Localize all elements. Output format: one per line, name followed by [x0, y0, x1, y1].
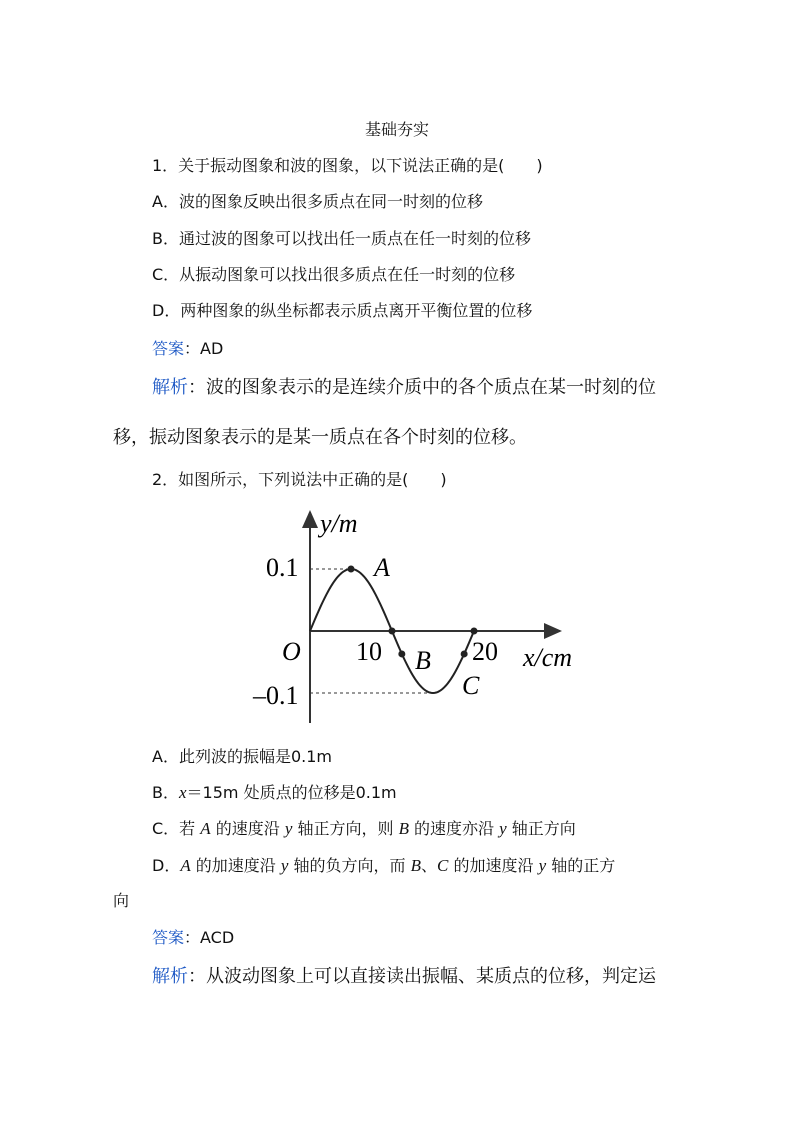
var: y — [538, 856, 547, 875]
var: A — [180, 856, 191, 875]
section-title: 基础夯实 — [364, 120, 429, 139]
wave-figure — [250, 505, 590, 735]
point-b — [398, 650, 405, 657]
q1-option-b: B．通过波的图象可以找出任一质点在任一时刻的位移 — [152, 229, 531, 248]
y-axis-label — [317, 509, 358, 538]
text: 的速度沿 — [210, 819, 285, 838]
var: A — [200, 819, 211, 838]
point-c — [461, 650, 468, 657]
q1-stem: 1．关于振动图象和波的图象，以下说法正确的是( ) — [152, 156, 543, 175]
analysis-label: 解析 — [152, 966, 188, 987]
analysis-text: ：从波动图象上可以直接读出振幅、某质点的位移，判定运 — [188, 966, 656, 987]
analysis-text: ：波的图象表示的是连续介质中的各个质点在某一时刻的位 — [188, 377, 656, 398]
q2-option-a: A．此列波的振幅是0.1m — [152, 747, 332, 766]
y-axis-label-text: y/m — [320, 509, 358, 538]
q2-option-d — [152, 855, 615, 877]
x-tick-10: 10 — [356, 637, 382, 666]
opt-b-prefix: B． — [152, 783, 179, 802]
q1-option-d: D．两种图象的纵坐标都表示质点离开平衡位置的位移 — [152, 301, 533, 320]
answer-value: ：ACD — [184, 928, 235, 947]
q2-analysis-line1 — [152, 965, 656, 989]
text: D． — [152, 856, 181, 875]
text: 轴的正方 — [546, 856, 616, 875]
var: y — [284, 819, 293, 838]
q2-option-b — [152, 782, 397, 804]
opt-b-rest: ＝15m 处质点的位移是0.1m — [186, 783, 397, 802]
text: 轴正方向 — [506, 819, 576, 838]
origin-label: O — [282, 637, 301, 666]
point-label-c: C — [462, 671, 480, 700]
text: C．若 — [152, 819, 201, 838]
axis-point — [389, 628, 396, 635]
point-label-a: A — [374, 553, 390, 582]
text: 、 — [421, 856, 438, 875]
var: B — [398, 819, 409, 838]
q1-analysis-line2: 移，振动图象表示的是某一质点在各个时刻的位移。 — [113, 427, 527, 448]
var: C — [437, 856, 449, 875]
q1-answer — [152, 338, 223, 360]
text: 轴的负方向，而 — [288, 856, 411, 875]
text: 的加速度沿 — [190, 856, 281, 875]
point-label-b: B — [415, 646, 431, 675]
axis-point — [471, 628, 478, 635]
opt-b-var: x — [178, 783, 187, 802]
q2-option-d-line2: 向 — [113, 891, 130, 910]
text: 的加速度沿 — [448, 856, 539, 875]
y-tick-pos: 0.1 — [266, 553, 299, 582]
point-a — [348, 566, 355, 573]
q2-option-c — [152, 818, 576, 840]
answer-value: ：AD — [184, 339, 224, 358]
text: 轴正方向，则 — [292, 819, 399, 838]
answer-label: 答案 — [152, 339, 185, 358]
q1-analysis-line1 — [152, 376, 656, 400]
var: y — [499, 819, 507, 838]
x-tick-20: 20 — [472, 637, 498, 666]
q1-option-c: C．从振动图象可以找出很多质点在任一时刻的位移 — [152, 265, 516, 284]
y-tick-neg: –0.1 — [253, 681, 299, 710]
var: B — [410, 856, 422, 875]
answer-label: 答案 — [152, 928, 185, 947]
q2-answer — [152, 927, 234, 949]
analysis-label: 解析 — [152, 377, 188, 398]
x-axis-label: x/cm — [523, 643, 573, 672]
text: 的速度亦沿 — [408, 819, 500, 838]
q2-stem: 2．如图所示，下列说法中正确的是( ) — [152, 470, 447, 489]
q1-option-a: A．波的图象反映出很多质点在同一时刻的位移 — [152, 192, 483, 211]
var: y — [280, 856, 289, 875]
